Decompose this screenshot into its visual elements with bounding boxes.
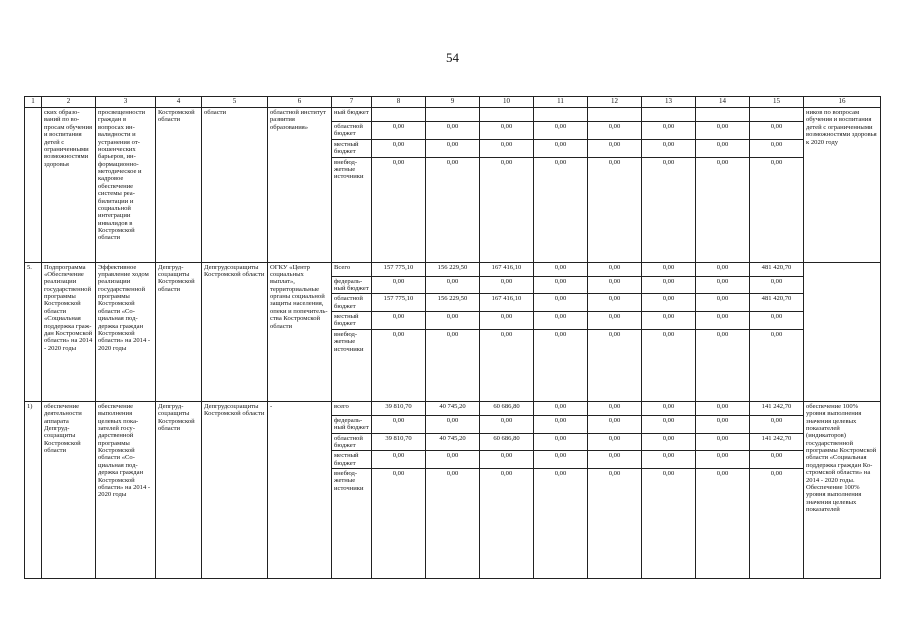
column-header: 15: [750, 97, 804, 108]
amount-cell: 0,00: [696, 401, 750, 415]
amount-cell: 0,00: [696, 329, 750, 401]
funding-source: внебюджетные источники: [332, 329, 372, 401]
column-header: 2: [42, 97, 96, 108]
amount-cell: 0,00: [372, 139, 426, 157]
column-header: 11: [534, 97, 588, 108]
amount-cell: 0,00: [372, 122, 426, 140]
cell-c2: обеспечение деятельности аппарата Депгрудсоцзащиты Костромской области: [42, 401, 96, 578]
cell-c5: области: [202, 108, 268, 263]
amount-cell: 0,00: [750, 329, 804, 401]
amount-cell: 0,00: [588, 469, 642, 579]
amount-cell: 0,00: [480, 329, 534, 401]
cell-c2: Подпрограмма «Обеспечение реализации государственной программы Костромской области «Социальная поддержка граждан Костромской области» на 2014 - 2020 годы: [42, 262, 96, 401]
table-row: [25, 108, 881, 122]
amount-cell: 0,00: [426, 469, 480, 579]
funding-source: областной бюджет: [332, 433, 372, 451]
cell-c4: Депгрудсоцзащиты Костромской области: [156, 262, 202, 401]
funding-source: местный бюджет: [332, 312, 372, 330]
amount-cell: 0,00: [426, 122, 480, 140]
amount-cell: 0,00: [750, 469, 804, 579]
cell-c4: Депгрудсоцзащиты Костромской области: [156, 401, 202, 578]
amount-cell: 157 775,10: [372, 294, 426, 312]
funding-source: внебюджетные источники: [332, 469, 372, 579]
amount-cell: 0,00: [588, 401, 642, 415]
amount-cell: 0,00: [642, 401, 696, 415]
amount-cell: 0,00: [480, 312, 534, 330]
amount-cell: 0,00: [426, 415, 480, 433]
amount-cell: 0,00: [642, 276, 696, 294]
table-row: [25, 262, 881, 276]
budget-table: [24, 96, 881, 579]
column-header: 1: [25, 97, 42, 108]
amount-cell: 0,00: [480, 122, 534, 140]
amount-cell: 0,00: [372, 415, 426, 433]
amount-cell: 0,00: [372, 312, 426, 330]
cell-c16: обеспечение 100% уровня выполнения значения целевых показателей (индикаторов) государственной программы Костромской области «Социальная поддержка граждан Костромской области» на 2014 - 2020 годы. Обеспечение 100% уровня выполнения значения целевых показателей: [804, 401, 881, 578]
amount-cell: 0,00: [534, 139, 588, 157]
column-header: 16: [804, 97, 881, 108]
amount-cell: 0,00: [534, 415, 588, 433]
amount-cell: [588, 108, 642, 122]
funding-source: федеральный бюджет: [332, 276, 372, 294]
amount-cell: 0,00: [534, 469, 588, 579]
cell-c1: 5.: [25, 262, 42, 401]
column-header: 12: [588, 97, 642, 108]
amount-cell: 0,00: [642, 312, 696, 330]
amount-cell: [696, 108, 750, 122]
cell-c1: 1): [25, 401, 42, 578]
amount-cell: 0,00: [750, 276, 804, 294]
amount-cell: 0,00: [588, 139, 642, 157]
funding-source: областной бюджет: [332, 294, 372, 312]
amount-cell: [426, 108, 480, 122]
column-header: 7: [332, 97, 372, 108]
column-header: 13: [642, 97, 696, 108]
amount-cell: 0,00: [534, 294, 588, 312]
amount-cell: 0,00: [372, 469, 426, 579]
cell-c5: Депгрудсоцзащиты Костромской области: [202, 262, 268, 401]
amount-cell: 0,00: [696, 139, 750, 157]
amount-cell: 0,00: [588, 122, 642, 140]
cell-c6: -: [268, 401, 332, 578]
amount-cell: 0,00: [426, 312, 480, 330]
cell-c16: ников по вопросам обучения и воспитания детей с ограниченными возможностями здоровья к 2020 году: [804, 108, 881, 263]
column-header: 14: [696, 97, 750, 108]
cell-c2: ских образований по вопросам обучения и воспитания детей с ограниченными возможностями здоровья: [42, 108, 96, 263]
amount-cell: 0,00: [480, 469, 534, 579]
amount-cell: 0,00: [534, 401, 588, 415]
amount-cell: 481 420,70: [750, 294, 804, 312]
amount-cell: 0,00: [696, 312, 750, 330]
amount-cell: 0,00: [480, 451, 534, 469]
column-header: 8: [372, 97, 426, 108]
amount-cell: [642, 108, 696, 122]
amount-cell: 0,00: [696, 276, 750, 294]
funding-source: местный бюджет: [332, 451, 372, 469]
amount-cell: 0,00: [426, 139, 480, 157]
amount-cell: 0,00: [696, 415, 750, 433]
amount-cell: 0,00: [372, 157, 426, 262]
amount-cell: 0,00: [588, 157, 642, 262]
amount-cell: 0,00: [642, 122, 696, 140]
amount-cell: 0,00: [588, 433, 642, 451]
amount-cell: 0,00: [642, 469, 696, 579]
amount-cell: 0,00: [750, 139, 804, 157]
amount-cell: 0,00: [426, 329, 480, 401]
amount-cell: 0,00: [534, 312, 588, 330]
amount-cell: 0,00: [642, 415, 696, 433]
amount-cell: [372, 108, 426, 122]
amount-cell: 0,00: [642, 139, 696, 157]
amount-cell: 0,00: [372, 276, 426, 294]
amount-cell: 0,00: [534, 329, 588, 401]
funding-source: всего: [332, 401, 372, 415]
amount-cell: 0,00: [696, 157, 750, 262]
amount-cell: 0,00: [588, 294, 642, 312]
table-row: [25, 401, 881, 415]
amount-cell: 167 416,10: [480, 262, 534, 276]
amount-cell: 0,00: [642, 294, 696, 312]
amount-cell: 0,00: [588, 276, 642, 294]
funding-source: ный бюджет: [332, 108, 372, 122]
amount-cell: 157 775,10: [372, 262, 426, 276]
amount-cell: 0,00: [750, 451, 804, 469]
cell-c6: ОГКУ «Центр социальных выплат», территориальные органы социальной защиты населения, опеки и попечительства Костромской области: [268, 262, 332, 401]
amount-cell: 60 686,80: [480, 433, 534, 451]
column-number-row: [25, 97, 881, 108]
amount-cell: 0,00: [426, 157, 480, 262]
amount-cell: [750, 108, 804, 122]
amount-cell: 0,00: [372, 329, 426, 401]
amount-cell: 0,00: [696, 294, 750, 312]
amount-cell: 0,00: [426, 451, 480, 469]
amount-cell: 0,00: [480, 139, 534, 157]
amount-cell: 0,00: [534, 433, 588, 451]
amount-cell: 0,00: [588, 262, 642, 276]
amount-cell: 141 242,70: [750, 433, 804, 451]
amount-cell: 0,00: [534, 276, 588, 294]
amount-cell: 40 745,20: [426, 401, 480, 415]
funding-source: областной бюджет: [332, 122, 372, 140]
amount-cell: 0,00: [480, 157, 534, 262]
amount-cell: 0,00: [534, 122, 588, 140]
amount-cell: 0,00: [534, 451, 588, 469]
cell-c6: областной институт развития образования»: [268, 108, 332, 263]
amount-cell: 0,00: [588, 329, 642, 401]
amount-cell: 40 745,20: [426, 433, 480, 451]
cell-c3: обеспечение выполнения целевых показателей государственной программы Костромской области «Социальная поддержка граждан Костромской области» на 2014 - 2020 годы: [96, 401, 156, 578]
amount-cell: 0,00: [696, 122, 750, 140]
amount-cell: 0,00: [750, 122, 804, 140]
amount-cell: 0,00: [642, 262, 696, 276]
amount-cell: 156 229,50: [426, 294, 480, 312]
cell-c5: Депгрудсоцзащиты Костромской области: [202, 401, 268, 578]
funding-source: федеральный бюджет: [332, 415, 372, 433]
amount-cell: 39 810,70: [372, 401, 426, 415]
amount-cell: 167 416,10: [480, 294, 534, 312]
cell-c4: Костромской области: [156, 108, 202, 263]
amount-cell: 0,00: [372, 451, 426, 469]
amount-cell: 0,00: [588, 451, 642, 469]
amount-cell: 0,00: [696, 451, 750, 469]
amount-cell: 0,00: [426, 276, 480, 294]
column-header: 6: [268, 97, 332, 108]
funding-source: Всего: [332, 262, 372, 276]
amount-cell: 156 229,50: [426, 262, 480, 276]
column-header: 10: [480, 97, 534, 108]
amount-cell: 0,00: [642, 157, 696, 262]
table-body: [25, 108, 881, 579]
amount-cell: 0,00: [480, 415, 534, 433]
amount-cell: 39 810,70: [372, 433, 426, 451]
amount-cell: 0,00: [696, 469, 750, 579]
amount-cell: [480, 108, 534, 122]
cell-c3: просвещенности граждан в вопросах инвалидности и устранения отношенческих барьеров, информационно-методическое и кадровое обеспечение системы реабилитации и социальной интеграции инвалидов в Костромской области: [96, 108, 156, 263]
amount-cell: 0,00: [642, 451, 696, 469]
amount-cell: [534, 108, 588, 122]
cell-c3: Эффективное управление ходом реализации государственной программы Костромской области «Социальная поддержка граждан Костромской области» на 2014 - 2020 годы: [96, 262, 156, 401]
amount-cell: 481 420,70: [750, 262, 804, 276]
column-header: 9: [426, 97, 480, 108]
amount-cell: 0,00: [480, 276, 534, 294]
amount-cell: 0,00: [642, 329, 696, 401]
cell-c16: [804, 262, 881, 401]
funding-source: местный бюджет: [332, 139, 372, 157]
amount-cell: 0,00: [750, 312, 804, 330]
amount-cell: 0,00: [642, 433, 696, 451]
cell-c1: [25, 108, 42, 263]
amount-cell: 0,00: [588, 415, 642, 433]
amount-cell: 0,00: [750, 157, 804, 262]
amount-cell: 0,00: [696, 433, 750, 451]
amount-cell: 0,00: [696, 262, 750, 276]
column-header: 4: [156, 97, 202, 108]
amount-cell: 141 242,70: [750, 401, 804, 415]
amount-cell: 0,00: [534, 157, 588, 262]
amount-cell: 0,00: [588, 312, 642, 330]
column-header: 3: [96, 97, 156, 108]
column-header: 5: [202, 97, 268, 108]
funding-source: внебюджетные источники: [332, 157, 372, 262]
amount-cell: 0,00: [750, 415, 804, 433]
amount-cell: 60 686,80: [480, 401, 534, 415]
amount-cell: 0,00: [534, 262, 588, 276]
page-number: 54: [446, 50, 459, 65]
